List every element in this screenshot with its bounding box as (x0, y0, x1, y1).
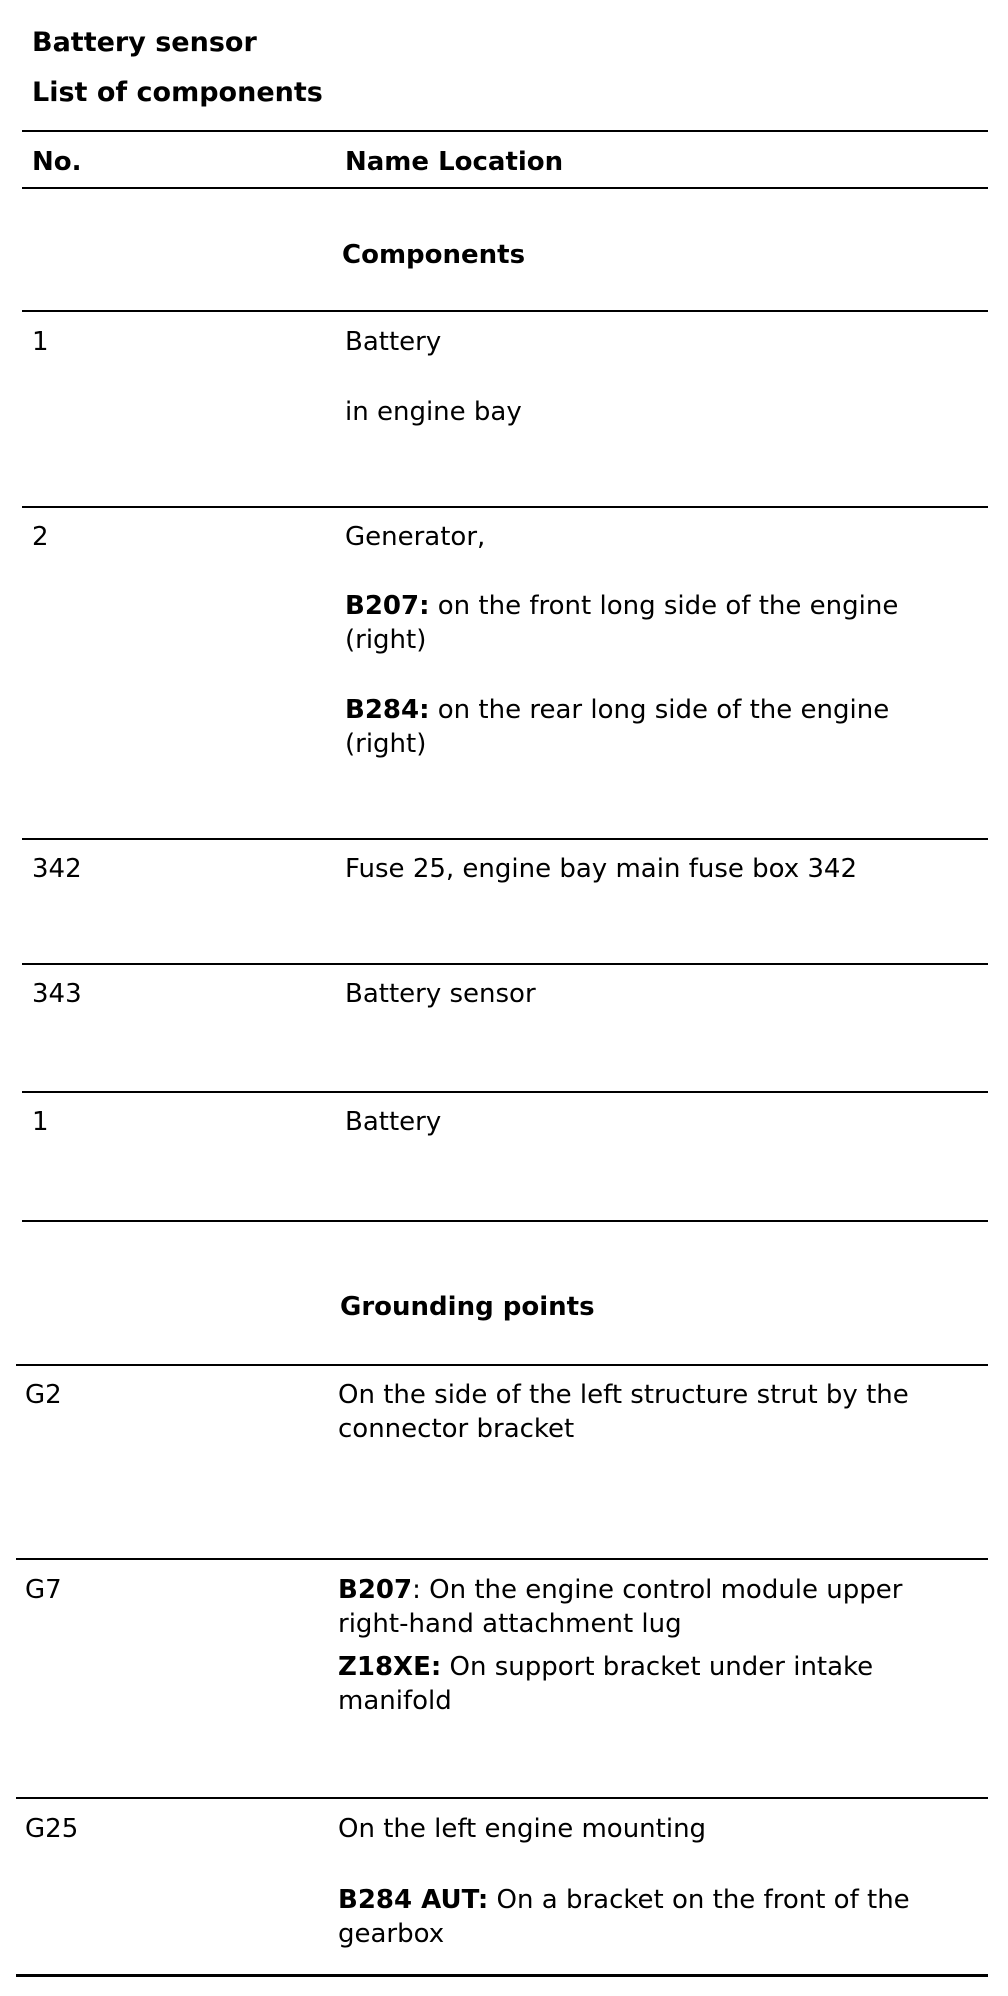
row-name: Battery sensor (345, 979, 536, 1009)
table-top-rule (22, 130, 988, 132)
row-location-cont: (right) (345, 625, 427, 655)
row-rule (22, 310, 988, 312)
row-name: Generator, (345, 522, 486, 552)
location-code: B207 (338, 1575, 413, 1605)
row-name: Battery (345, 327, 442, 357)
header-rule (22, 187, 988, 189)
ground-no: G2 (25, 1380, 62, 1410)
location-code: B207: (345, 591, 430, 621)
ground-location: On the side of the left structure strut by the (338, 1380, 909, 1410)
row-no: 1 (32, 1107, 49, 1137)
ground-location (338, 1650, 873, 1684)
row-no: 1 (32, 327, 49, 357)
ground-location-cont: manifold (338, 1686, 452, 1716)
row-name: Fuse 25, engine bay main fuse box 342 (345, 854, 858, 884)
location-text: On support bracket under intake (441, 1652, 874, 1682)
ground-no: G7 (25, 1575, 62, 1605)
location-text: : On the engine control module upper (412, 1575, 903, 1605)
page-title: Battery sensor (32, 27, 257, 58)
ground-location: On the left engine mounting (338, 1814, 707, 1844)
row-rule (22, 963, 988, 965)
page-subtitle: List of components (32, 77, 323, 108)
ground-location-cont: right-hand attachment lug (338, 1609, 682, 1639)
row-rule (22, 506, 988, 508)
location-text: On a bracket on the front of the (488, 1885, 910, 1915)
location-text: on the front long side of the engine (429, 591, 899, 621)
location-code: B284: (345, 695, 430, 725)
row-location (345, 693, 889, 727)
header-no: No. (32, 147, 82, 177)
ground-location (338, 1883, 910, 1917)
location-code: B284 AUT: (338, 1885, 489, 1915)
row-rule (22, 1091, 988, 1093)
ground-location-cont: connector bracket (338, 1414, 575, 1444)
row-no: 343 (32, 979, 82, 1009)
row-rule (16, 1558, 988, 1560)
row-location-cont: (right) (345, 729, 427, 759)
section-components: Components (342, 240, 526, 270)
location-text: on the rear long side of the engine (429, 695, 890, 725)
row-rule (16, 1797, 988, 1799)
ground-location (338, 1573, 902, 1607)
row-rule (22, 838, 988, 840)
row-rule (16, 1364, 988, 1366)
row-no: 342 (32, 854, 82, 884)
section-grounding: Grounding points (340, 1292, 595, 1322)
header-name-location: Name Location (345, 147, 564, 177)
row-rule (22, 1220, 988, 1222)
row-name: Battery (345, 1107, 442, 1137)
ground-location-cont: gearbox (338, 1919, 445, 1949)
table-bottom-rule (16, 1974, 988, 1977)
row-no: 2 (32, 522, 49, 552)
row-location (345, 589, 898, 623)
row-location: in engine bay (345, 397, 522, 427)
ground-no: G25 (25, 1814, 79, 1844)
location-code: Z18XE: (338, 1652, 442, 1682)
